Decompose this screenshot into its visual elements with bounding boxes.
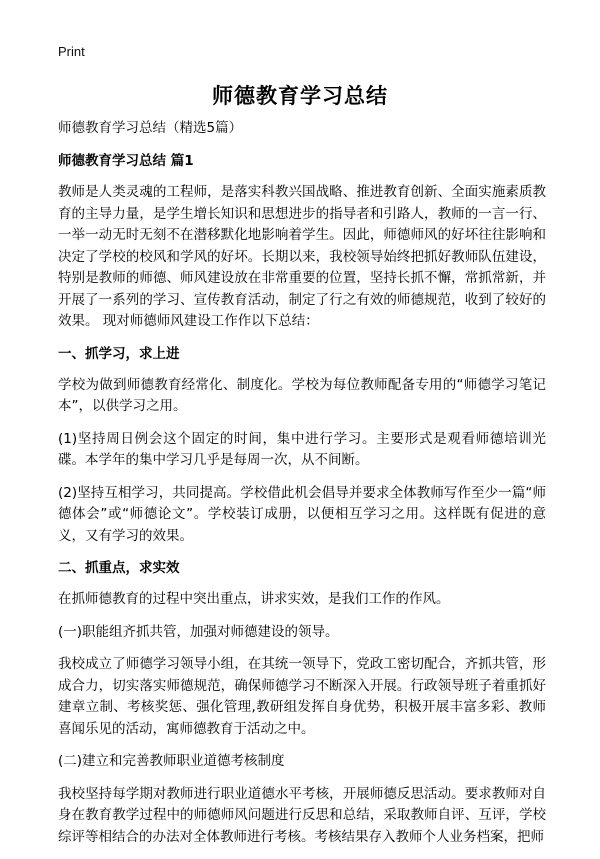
document-body [58,118,546,859]
paragraph: (一)职能组齐抓共管，加强对师德建设的领导。 [58,623,339,640]
section-title: 师德教育学习总结 篇1 [58,153,194,169]
paragraph: (1)坚持周日例会这个固定的时间，集中进行学习。主要形式是观看师德培训光碟。本学年的集中学习几乎是每周一次，从不间断。 [58,430,546,468]
document-title: 师德教育学习总结 [212,84,388,108]
heading-focus: 二、抓重点，求实效 [58,560,180,576]
paragraph: (二)建立和完善教师职业道德考核制度 [58,753,285,769]
paragraph: 学校为做到师德教育经常化、制度化。学校为每位教师配备专用的“师德学习笔记本”，以供学习之用。 [58,376,546,414]
paragraph: 在抓师德教育的过程中突出重点，讲求实效，是我们工作的作风。 [58,591,450,607]
paragraph-intro: 教师是人类灵魂的工程师，是落实科教兴国战略、推进教育创新、全面实施素质教育的主导力量，是学生增长知识和思想进步的指导者和引路人，教师的一言一行、一举一动无时无刻不在潜移默化地影响着学生。因此，师德师风的好坏往往影响和决定了学校的校风和学风的好坏。长期以来，我校领导始终把抓好教师队伍建设，特别是教师的师德、师风建设放在非常重要的位置，坚持长抓不懈，常抓常新，并开展了一系列的学习、宣传教育活动，制定了行之有效的师德规范，收到了较好的效果。 现对师德师风建设工作作以下总结： [58,184,546,329]
document-subtitle: 师德教育学习总结（精选5篇） [58,120,243,136]
paragraph: 我校成立了师德学习领导小组，在其统一领导下，党政工密切配合，齐抓共管，形成合力，切实落实师德规范，确保师德学习不断深入开展。行政领导班子着重抓好建章立制、考核奖惩、强化管理,教研组发挥自身优势，积极开展丰富多彩、教师喜闻乐见的活动，寓师德教育于活动之中。 [58,656,546,737]
heading-study: 一、抓学习，求上进 [58,345,180,362]
paragraph: (2)坚持互相学习，共同提高。学校借此机会倡导并要求全体教师写作至少一篇“师德体会”或“师德论文”。学校装订成册，以便相互学习之用。这样既有促进的意义，又有学习的效果。 [58,484,546,544]
paragraph: 我校坚持每学期对教师进行职业道德水平考核，开展师德反思活动。要求教师对自身在教育教学过程中的师德师风问题进行反思和总结，采取教师自评、互评，学校综评等相结合的办法对全体教师进行考核。考核结果存入教师个人业务档案，把师 [58,785,546,845]
print-link[interactable]: Print [58,44,85,59]
